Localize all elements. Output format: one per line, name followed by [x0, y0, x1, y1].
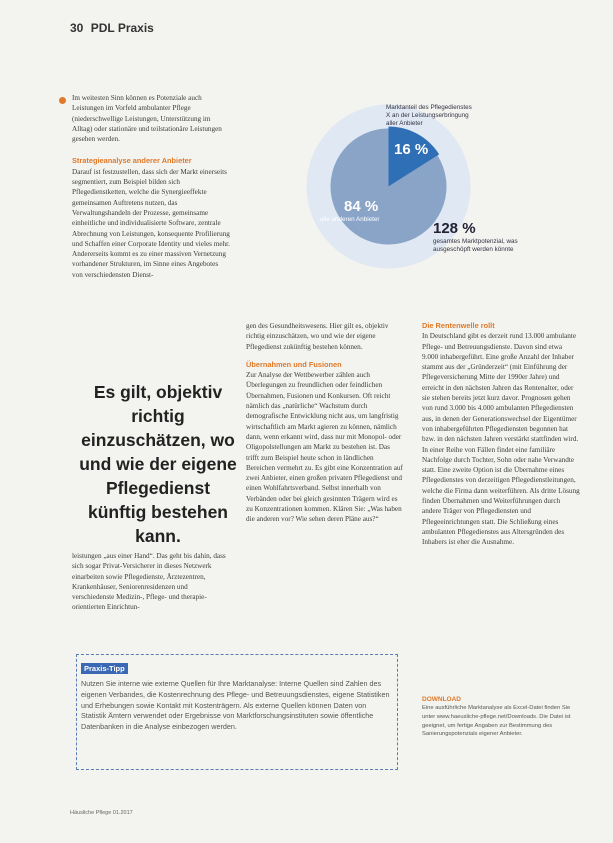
column-2: [246, 321, 404, 525]
section-text-mergers: Zur Analyse der Wettbewerber zählen auch Überlegungen zu freundlichen oder feindlichen Übernahmen, Fusionen und Konkursen. Oft reicht nämlich das „natürliche“ Wachstum durch demografische Entwicklung nicht aus, um langfristig wirtschaftlich am Markt agieren zu können, nämlich dann, wenn erkannt wird, dass nur mit Monopol- oder Oligopolstellungen am Markt zu bestehen ist. Das trifft zum Beispiel heute schon in ländlichen Bereichen vermehrt zu. Es gibt eine Konzentration auf zwei Anbieter, einen großen privaten Pflegedienst und einen Wohlfahrtsverband. Selbst innerhalb von Verbänden oder bei gleich gesinnten Trägern wird es zu Konzentrationen kommen. Klären Sie: „Was haben die anderen vor? Wie sehen deren Pläne aus?“: [246, 371, 403, 524]
section-title: PDL Praxis: [90, 21, 154, 35]
pie-value-others: 84 %: [344, 198, 379, 215]
download-box: [422, 696, 578, 739]
section-heading-strategy: Strategieanalyse anderer Anbieter: [72, 156, 192, 166]
page-footer: Häusliche Pflege 01.2017: [70, 810, 133, 816]
column-2-intro: gen des Gesundheitswesens. Hier gilt es, objektiv richtig einzuschätzen, wo und wie der eigene Pflegedienst zukünftig bestehen können.: [246, 322, 389, 351]
section-heading-mergers: Übernahmen und Fusionen: [246, 359, 342, 369]
pie-label-service-x: Marktanteil des Pflegedienstes X an der Leistungserbringung aller Anbieter: [386, 104, 472, 127]
column-1-bottom-text: leistungen „aus einer Hand“. Das geht bis dahin, dass sich sogar Privat-Versicherer in dieses Netzwerk einarbeiten sowie Pflegedienste, Ärztezentren, Krankenhäuser, Seniorenresidenzen und verschiedenste Medizin-, Pflege- und therapie-orientierten Einrichtun-: [72, 552, 226, 612]
page-header: [70, 21, 154, 35]
page-number: 30: [70, 21, 84, 35]
section-text-pension: In Deutschland gibt es derzeit rund 13.000 ambulante Pflege- und Betreuungsdienste. Davon sind etwa 9.000 inhabergeführt. Eine große Anzahl der Inhaber stammt aus der „Gründerzeit“ (mit Einführung der Pflegeversicherung Mitte der 1990er Jahre) und erreicht in den nächsten Jahren das Rentenalter, oder sie stehen bereits jetzt kurz davor. Prognosen gehen von rund 3.000 bis 4.000 ambulanten Pflegediensten aus, in denen der Generationswechsel der Eigentümer von inhabergeführten Pflegediensten begonnen hat bzw. in den nächsten Jahren verstärkt stattfinden wird. In einer Reihe von Fällen findet eine familiäre Nachfolge durch Tochter, Sohn oder nahe Verwandte statt. Eine zweite Option ist die Übernahme eines Pflegedienstes von derzeitigen Pflegedienstleitungen, welche die Firma dann weiterführen. Als dritte Lösung finden Übernahmen und Weiterführungen durch andere Träger von Pflegediensten und Pflegeeinrichtungen statt. Die Schließung eines ambulanten Pflegedienstes aus Altersgründen des Inhabers ist eher die Ausnahme.: [422, 332, 580, 547]
pie-label-others: alle anderen Anbieter: [320, 216, 380, 223]
column-1-bottom: [72, 551, 230, 613]
market-potential-value: 128 %: [433, 220, 476, 237]
download-heading: DOWNLOAD: [422, 696, 461, 703]
intro-text: Im weitesten Sinn können es Potenziale auch Leistungen im Vorfeld ambulanter Pflege (niederschwellige Leistungen, Unterstützung im Alltag) oder stationäre und teilstationäre Leistungen gesehen werden.: [72, 94, 222, 144]
column-3: [422, 321, 580, 548]
download-text: Eine ausführliche Marktanalyse als Excel-Datei finden Sie unter www.haeusliche-pflege.net/Downloads. Die Datei ist geeignet, um fertige Angaben zur Bestimmung des Sanierungspotenzials eigener Anbieter.: [422, 705, 571, 738]
market-potential-label: gesamtes Marktpotenzial, was ausgeschöpft werden könnte: [433, 238, 518, 253]
pie-value-service-x: 16 %: [394, 141, 429, 158]
practice-tip-box: [76, 654, 398, 770]
practice-tip-label: Praxis-Tipp: [81, 663, 128, 674]
section-text-strategy: Darauf ist festzustellen, dass sich der Markt einerseits segmentiert, zum Beispiel bilden sich Pflegedienstketten, welche die Synergieeffekte gemeinsamen Auftretens nutzen, das Verwaltungshandeln der Prozesse, gemeinsame einheitliche und individualisierte Software, zentrale Abrechnung von Leistungen, konsequente Profilierung und Schaffen einer Corporate Identity und vieles mehr. Andererseits kommt es zu einer massiven Vernetzung vorhandener Strukturen, im Sinne eines Angebotes von verschiedensten Dienst-: [72, 167, 230, 279]
practice-tip-text: Nutzen Sie interne wie externe Quellen für Ihre Marktanalyse: Interne Quellen sind Zahlen des eigenen Verbandes, die Kostenrechnung des Pflege- und Betreuungsdienstes, eigene Statistiken und Erhebungen sowie Kontakt mit Kostenträgern. Als externe Quellen können Daten von Statistik Ämtern verwendet oder Ergebnisse von Marktforschungsinstituten sowie öffentliche Datenbanken in die Analyse einbezogen werden.: [81, 679, 390, 732]
bullet-dot-icon: [59, 97, 66, 104]
section-heading-pension: Die Rentenwelle rollt: [422, 321, 495, 330]
pull-quote: Es gilt, objektiv richtig einzuschätzen, wo und wie der eigene Pflegedienst künftig bestehen kann.: [79, 382, 237, 546]
intro-column: [72, 93, 230, 280]
